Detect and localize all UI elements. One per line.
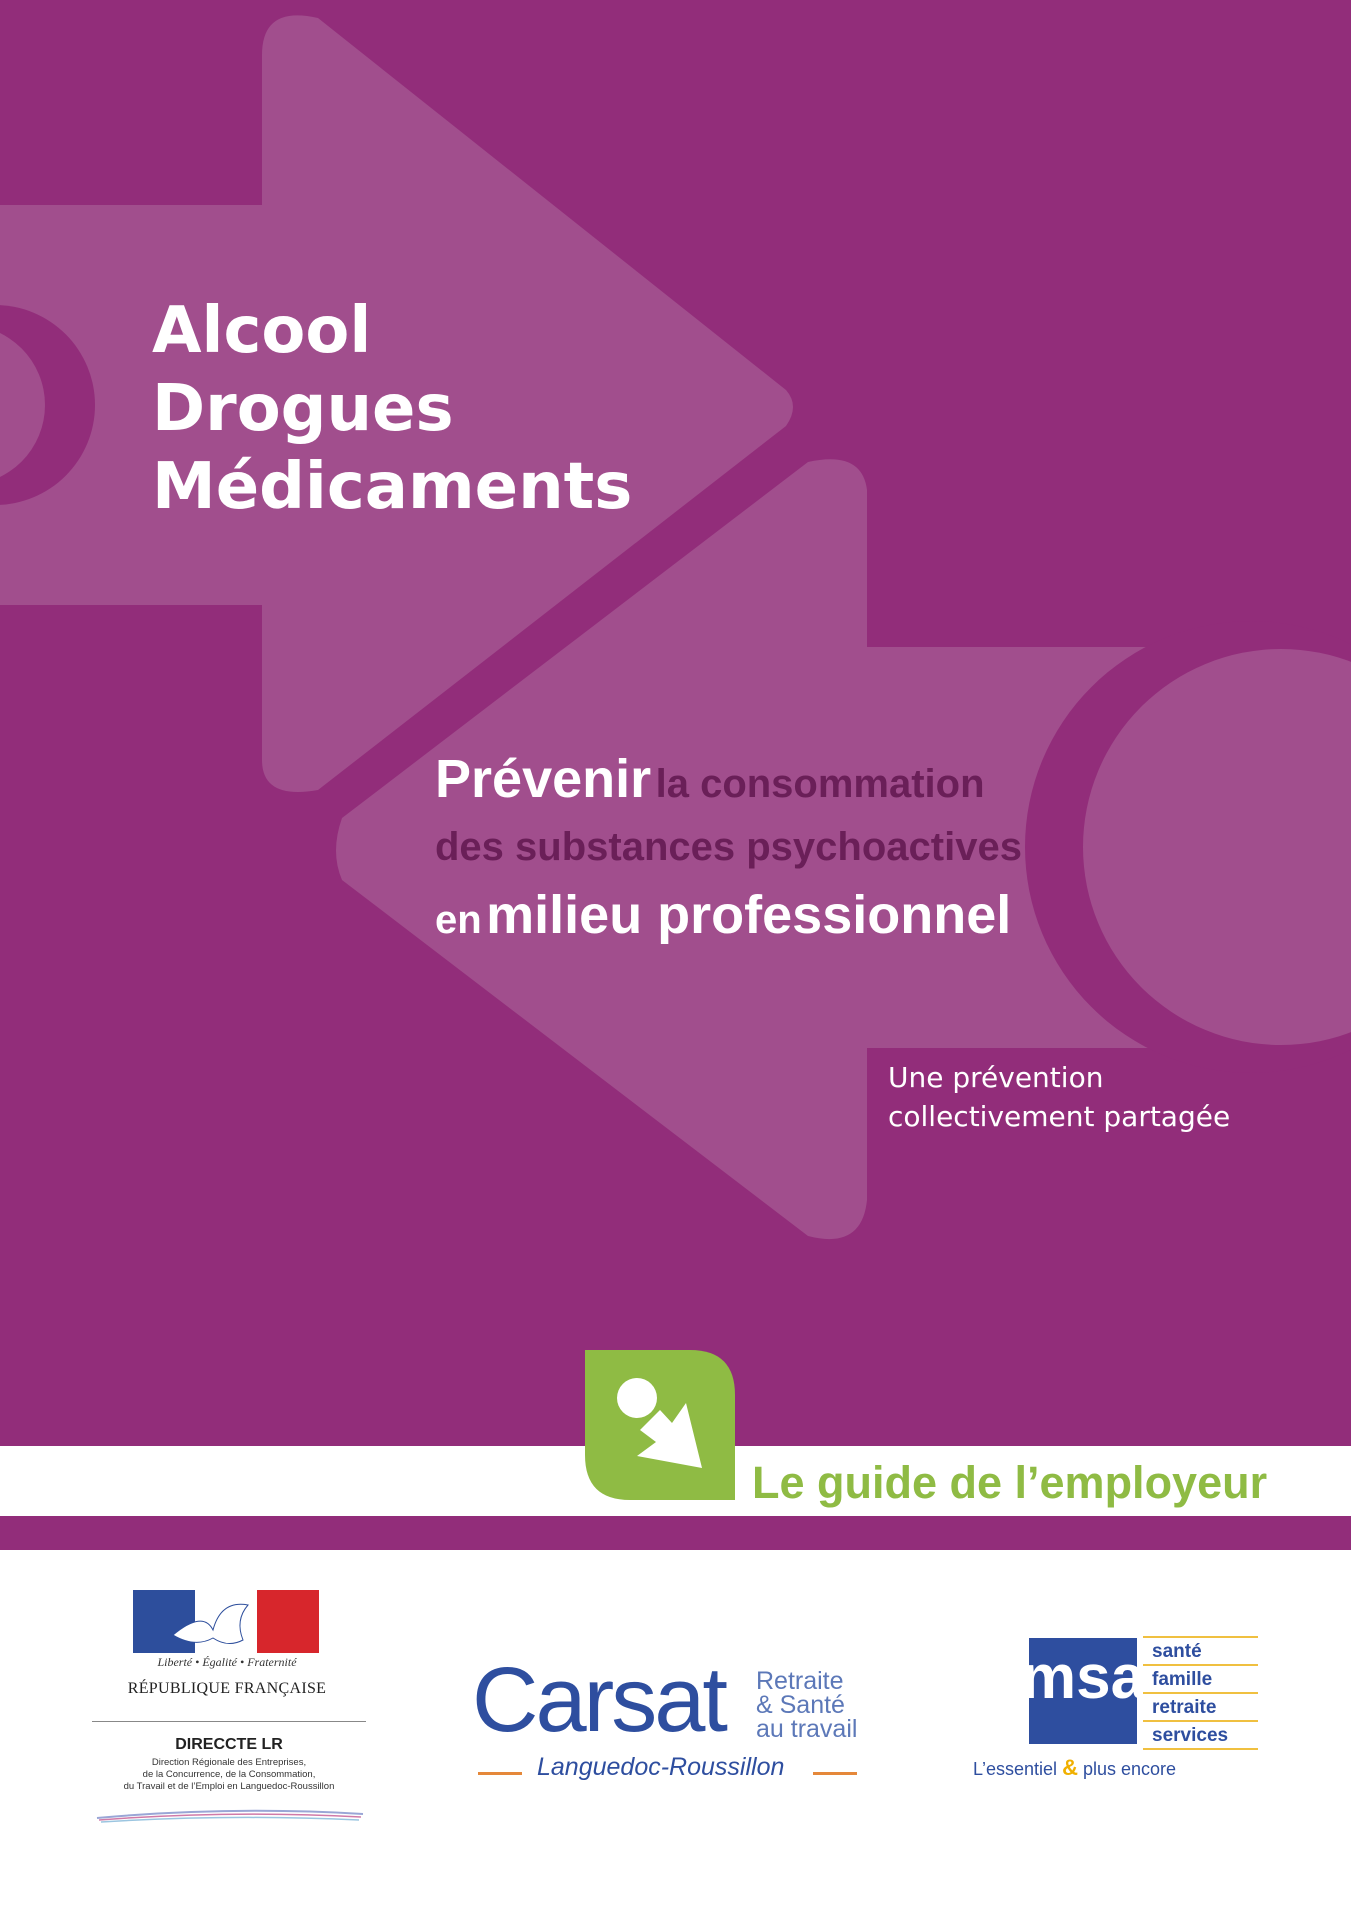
headline-consommation: la consommation (655, 762, 985, 806)
republique-name: RÉPUBLIQUE FRANÇAISE (127, 1680, 327, 1697)
headline (435, 745, 1022, 949)
main-title (152, 292, 632, 526)
direccte-swoosh (95, 1808, 365, 1826)
msa-line-retraite: retraite (1143, 1692, 1258, 1720)
msa-wordmark-text: msa (1020, 1643, 1146, 1712)
direccte-desc-line-1: Direction Régionale des Entreprises, (151, 1757, 307, 1768)
carsat-sub-line-3: au travail (756, 1715, 858, 1743)
guide-badge-dot-icon (617, 1378, 657, 1418)
carsat-dash-right (813, 1772, 857, 1775)
headline-en: en (435, 898, 482, 942)
headline-row-2 (435, 813, 1022, 881)
direccte-name: DIRECCTE LR (175, 1736, 283, 1753)
title-line-drogues: Drogues (152, 372, 454, 446)
headline-substances: des substances psychoactives (435, 825, 1022, 869)
msa-slogan-ampersand: & (1062, 1755, 1078, 1780)
guide-label: Le guide de l’employeur (752, 1457, 1268, 1508)
headline-milieu-professionnel: milieu professionnel (486, 885, 1012, 945)
direccte-desc-line-3: du Travail et de l’Emploi en Languedoc-Roussillon (123, 1781, 335, 1792)
msa-line-services: services (1143, 1720, 1258, 1750)
carsat-region: Languedoc-Roussillon (537, 1753, 785, 1781)
msa-slogan-after: plus encore (1082, 1759, 1177, 1779)
marianne-flag-logo (133, 1590, 319, 1653)
headline-row-1 (435, 745, 1022, 813)
republique-motto: Liberté • Égalité • Fraternité (157, 1655, 297, 1669)
msa-line-sante: santé (1143, 1636, 1258, 1664)
carsat-sub-line-1: Retraite (756, 1667, 844, 1695)
carsat-subtitle (756, 1669, 857, 1741)
tagline-line-2: collectivement partagée (888, 1100, 1231, 1133)
direccte-description (92, 1757, 366, 1793)
tagline-line-1: Une prévention (888, 1061, 1104, 1094)
headline-row-3 (435, 881, 1022, 949)
carsat-sub-line-2: & Santé (756, 1691, 845, 1719)
carsat-dash-left (478, 1772, 522, 1775)
msa-slogan-before: L’essentiel (973, 1759, 1058, 1779)
tagline (888, 1058, 1230, 1136)
title-line-medicaments: Médicaments (152, 450, 633, 524)
msa-line-famille: famille (1143, 1664, 1258, 1692)
msa-services-list (1143, 1636, 1258, 1750)
title-line-alcool: Alcool (152, 294, 372, 368)
msa-wordmark (1020, 1638, 1146, 1744)
direccte-desc-line-2: de la Concurrence, de la Consommation, (142, 1769, 316, 1780)
republique-divider (92, 1721, 366, 1722)
msa-slogan (973, 1755, 1176, 1781)
headline-prevenir: Prévenir (435, 749, 652, 809)
msa-logo-box (1020, 1638, 1146, 1744)
carsat-wordmark: Carsat (472, 1649, 725, 1751)
